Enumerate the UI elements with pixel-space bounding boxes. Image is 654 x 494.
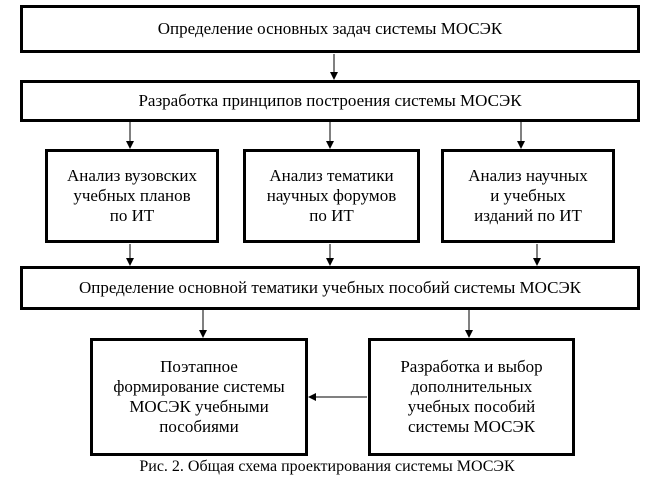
formation-line-3: МОСЭК учебными — [129, 397, 269, 416]
analysis-1-line-2: учебных планов — [73, 186, 191, 205]
analysis-1-line-3: по ИТ — [109, 206, 155, 225]
selection-line-3: учебных пособий — [407, 397, 536, 416]
step1-box — [20, 5, 640, 53]
step2-label: Разработка принципов построения системы МОСЭК — [138, 91, 522, 110]
step1-label: Определение основных задач системы МОСЭК — [157, 19, 503, 38]
analysis-3-line-3: изданий по ИТ — [474, 206, 582, 225]
analysis-2-line-1: Анализ тематики — [269, 166, 394, 185]
figure-caption: Рис. 2. Общая схема проектирования системы МОСЭК — [139, 458, 515, 475]
analysis-box-forums — [243, 149, 420, 243]
selection-line-1: Разработка и выбор — [400, 357, 543, 376]
selection-box — [368, 338, 575, 456]
formation-line-4: пособиями — [159, 417, 239, 436]
selection-line-4: системы МОСЭК — [407, 417, 536, 436]
analysis-1-line-1: Анализ вузовских — [66, 166, 197, 185]
formation-line-2: формирование системы — [113, 377, 285, 396]
selection-line-2: дополнительных — [410, 377, 533, 396]
analysis-2-line-3: по ИТ — [309, 206, 354, 225]
step4-label: Определение основной тематики учебных пособий системы МОСЭК — [78, 278, 582, 297]
formation-line-1: Поэтапное — [160, 357, 238, 376]
step2-box — [20, 80, 640, 122]
analysis-3-line-1: Анализ научных — [468, 166, 588, 185]
formation-box — [90, 338, 308, 456]
analysis-box-curricula — [45, 149, 219, 243]
analysis-2-line-2: научных форумов — [266, 186, 397, 205]
analysis-3-line-2: и учебных — [490, 186, 566, 205]
analysis-box-publications — [441, 149, 615, 243]
step4-box — [20, 266, 640, 310]
